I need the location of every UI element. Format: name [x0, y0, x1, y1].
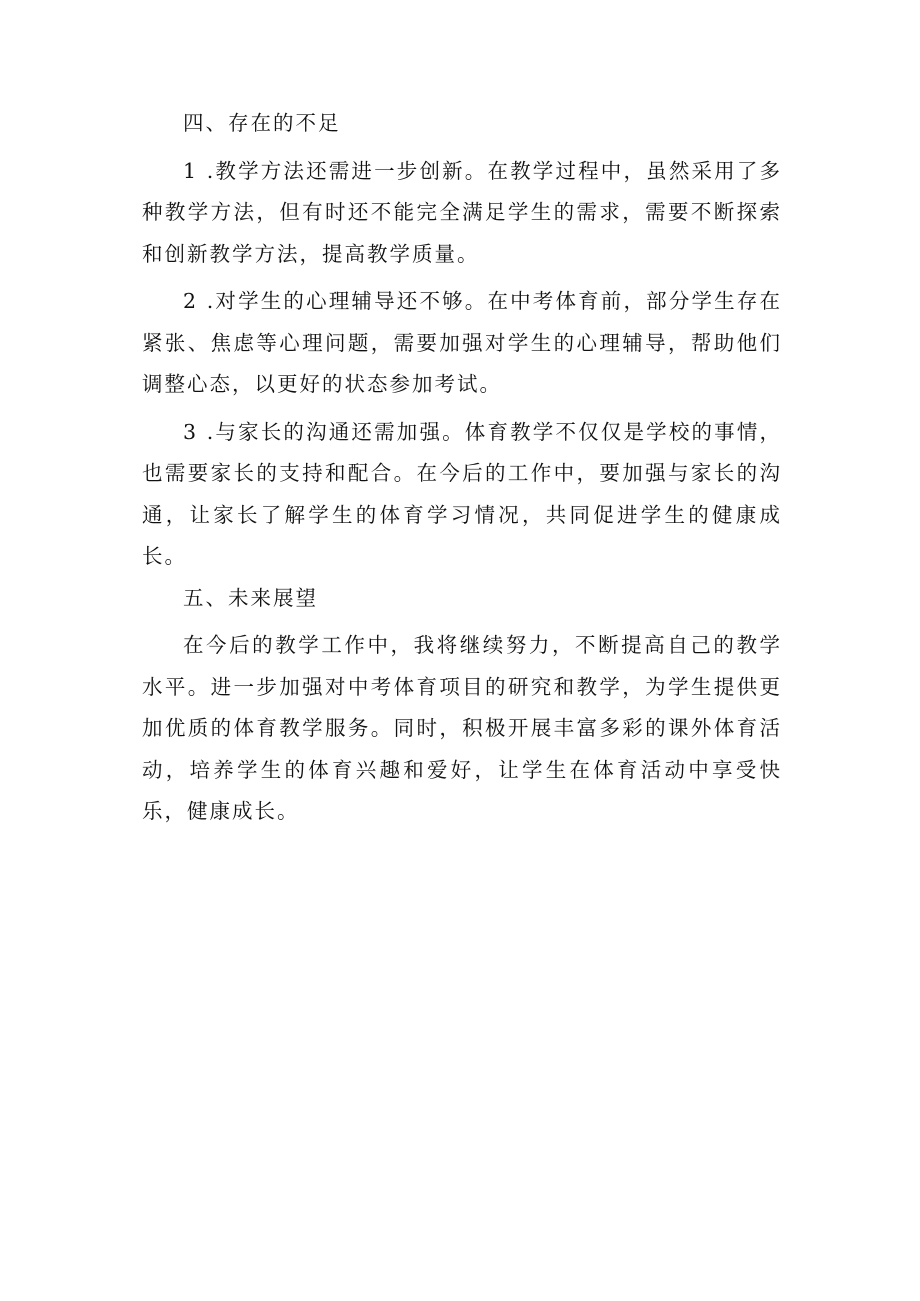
section-heading-outlook: 五、未来展望	[183, 585, 318, 610]
shortcoming-item-2: 2 .对学生的心理辅导还不够。在中考体育前，部分学生存在紧张、焦虑等心理问题，需要加强对学生的心理辅导，帮助他们调整心态，以更好的状态参加考试。	[142, 289, 782, 396]
shortcoming-item-3: 3 .与家长的沟通还需加强。体育教学不仅仅是学校的事情，也需要家长的支持和配合。在今后的工作中，要加强与家长的沟通，让家长了解学生的体育学习情况，共同促进学生的健康成长。	[142, 419, 782, 568]
section-heading-shortcomings: 四、存在的不足	[183, 111, 341, 135]
outlook-paragraph: 在今后的教学工作中，我将继续努力，不断提高自己的教学水平。进一步加强对中考体育项目的研究和教学，为学生提供更加优质的体育教学服务。同时，积极开展丰富多彩的课外体育活动，培养学生的体育兴趣和爱好，让学生在体育活动中享受快乐，健康成长。	[142, 633, 782, 823]
document-body	[142, 103, 782, 833]
shortcoming-item-1: 1 .教学方法还需进一步创新。在教学过程中，虽然采用了多种教学方法，但有时还不能完全满足学生的需求，需要不断探索和创新教学方法，提高教学质量。	[142, 158, 782, 266]
